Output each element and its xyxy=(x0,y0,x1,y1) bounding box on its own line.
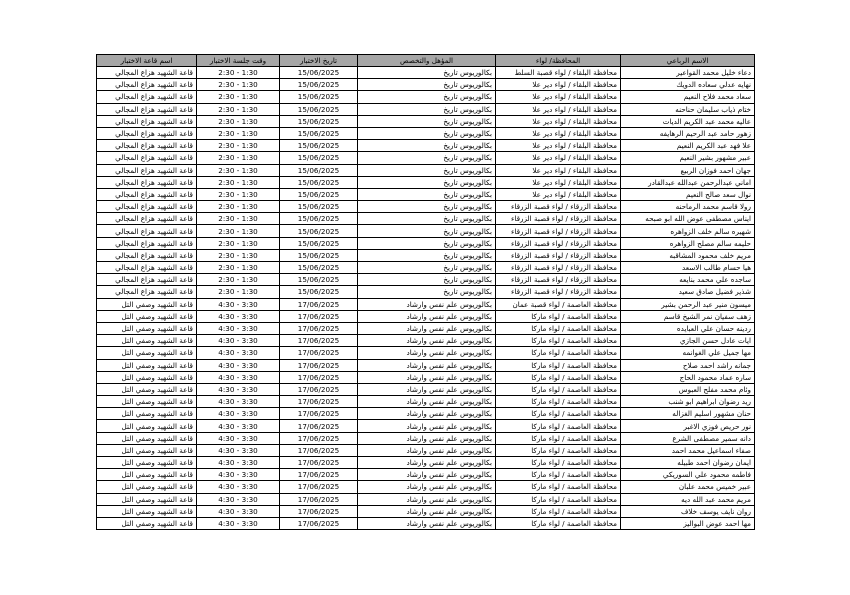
cell-hall: قاعة الشهيد وصفي التل xyxy=(97,383,197,395)
cell-session: 3:30 - 4:30 xyxy=(197,298,280,310)
cell-date: 15/06/2025 xyxy=(280,262,358,274)
cell-hall: قاعة الشهيد هزاع المجالي xyxy=(97,237,197,249)
cell-qualification: بكالوريوس علم نفس وارشاد xyxy=(358,371,496,383)
cell-qualification: بكالوريوس تاريخ xyxy=(358,91,496,103)
table-row xyxy=(97,140,755,152)
cell-governorate: محافظة العاصمة / لواء قصبة عمان xyxy=(496,298,621,310)
header-date: تاريخ الاختبار xyxy=(280,55,358,67)
cell-governorate: محافظة العاصمة / لواء ماركا xyxy=(496,444,621,456)
table-header-row xyxy=(97,55,755,67)
cell-governorate: محافظة البلقاء / لواء دير علا xyxy=(496,115,621,127)
cell-date: 17/06/2025 xyxy=(280,469,358,481)
table-row xyxy=(97,335,755,347)
cell-qualification: بكالوريوس علم نفس وارشاد xyxy=(358,420,496,432)
cell-qualification: بكالوريوس علم نفس وارشاد xyxy=(358,322,496,334)
cell-qualification: بكالوريوس علم نفس وارشاد xyxy=(358,505,496,517)
cell-date: 15/06/2025 xyxy=(280,115,358,127)
cell-date: 17/06/2025 xyxy=(280,481,358,493)
cell-date: 17/06/2025 xyxy=(280,517,358,529)
cell-name: وئام محمد مفلح العبوس xyxy=(621,383,755,395)
cell-hall: قاعة الشهيد هزاع المجالي xyxy=(97,103,197,115)
cell-governorate: محافظة البلقاء / لواء دير علا xyxy=(496,176,621,188)
cell-qualification: بكالوريوس علم نفس وارشاد xyxy=(358,298,496,310)
cell-qualification: بكالوريوس تاريخ xyxy=(358,152,496,164)
cell-hall: قاعة الشهيد وصفي التل xyxy=(97,457,197,469)
cell-hall: قاعة الشهيد هزاع المجالي xyxy=(97,115,197,127)
cell-session: 1:30 - 2:30 xyxy=(197,237,280,249)
cell-governorate: محافظة العاصمة / لواء ماركا xyxy=(496,457,621,469)
cell-hall: قاعة الشهيد وصفي التل xyxy=(97,371,197,383)
cell-date: 17/06/2025 xyxy=(280,322,358,334)
cell-hall: قاعة الشهيد وصفي التل xyxy=(97,359,197,371)
cell-name: نهايه عدلي سعاده الدويك xyxy=(621,79,755,91)
cell-governorate: محافظة العاصمة / لواء ماركا xyxy=(496,347,621,359)
cell-name: مها جميل علي الغوانمه xyxy=(621,347,755,359)
cell-name: شهيره سالم خلف الزواهره xyxy=(621,225,755,237)
cell-date: 15/06/2025 xyxy=(280,213,358,225)
cell-name: ردينه حسان علي العبايده xyxy=(621,322,755,334)
cell-date: 17/06/2025 xyxy=(280,505,358,517)
table-row xyxy=(97,188,755,200)
cell-date: 15/06/2025 xyxy=(280,201,358,213)
cell-name: فاطمه محمود علي السوريكي xyxy=(621,469,755,481)
cell-governorate: محافظة البلقاء / لواء دير علا xyxy=(496,127,621,139)
table-row xyxy=(97,237,755,249)
cell-date: 15/06/2025 xyxy=(280,79,358,91)
exam-schedule-table xyxy=(96,54,755,530)
cell-name: عبير خميس محمد علبان xyxy=(621,481,755,493)
cell-governorate: محافظة الزرقاء / لواء قصبة الزرقاء xyxy=(496,249,621,261)
cell-hall: قاعة الشهيد هزاع المجالي xyxy=(97,176,197,188)
cell-session: 3:30 - 4:30 xyxy=(197,444,280,456)
table-row xyxy=(97,347,755,359)
cell-session: 1:30 - 2:30 xyxy=(197,213,280,225)
cell-name: سعاد محمد فلاح النعيم xyxy=(621,91,755,103)
cell-session: 3:30 - 4:30 xyxy=(197,493,280,505)
cell-qualification: بكالوريوس علم نفس وارشاد xyxy=(358,335,496,347)
cell-date: 15/06/2025 xyxy=(280,164,358,176)
cell-qualification: بكالوريوس تاريخ xyxy=(358,164,496,176)
cell-hall: قاعة الشهيد وصفي التل xyxy=(97,505,197,517)
cell-date: 17/06/2025 xyxy=(280,457,358,469)
cell-date: 15/06/2025 xyxy=(280,188,358,200)
cell-governorate: محافظة الزرقاء / لواء قصبة الزرقاء xyxy=(496,201,621,213)
cell-qualification: بكالوريوس علم نفس وارشاد xyxy=(358,359,496,371)
cell-session: 1:30 - 2:30 xyxy=(197,225,280,237)
cell-date: 15/06/2025 xyxy=(280,127,358,139)
cell-governorate: محافظة البلقاء / لواء دير علا xyxy=(496,103,621,115)
cell-hall: قاعة الشهيد هزاع المجالي xyxy=(97,225,197,237)
cell-session: 1:30 - 2:30 xyxy=(197,262,280,274)
cell-qualification: بكالوريوس تاريخ xyxy=(358,103,496,115)
cell-hall: قاعة الشهيد هزاع المجالي xyxy=(97,164,197,176)
table-row xyxy=(97,481,755,493)
cell-qualification: بكالوريوس تاريخ xyxy=(358,237,496,249)
table-row xyxy=(97,213,755,225)
table-row xyxy=(97,127,755,139)
cell-governorate: محافظة العاصمة / لواء ماركا xyxy=(496,432,621,444)
cell-name: جمانه راشد احمد صلاح xyxy=(621,359,755,371)
cell-hall: قاعة الشهيد وصفي التل xyxy=(97,322,197,334)
cell-date: 15/06/2025 xyxy=(280,91,358,103)
cell-name: روان نايف يوسف خلاف xyxy=(621,505,755,517)
cell-name: زهف سفيان نمر الشيخ قاسم xyxy=(621,310,755,322)
cell-name: اماني عبدالرحمن عبدالله عبدالقادر xyxy=(621,176,755,188)
cell-hall: قاعة الشهيد هزاع المجالي xyxy=(97,249,197,261)
table-row xyxy=(97,359,755,371)
cell-hall: قاعة الشهيد وصفي التل xyxy=(97,493,197,505)
table-row xyxy=(97,432,755,444)
cell-session: 3:30 - 4:30 xyxy=(197,335,280,347)
cell-hall: قاعة الشهيد هزاع المجالي xyxy=(97,67,197,79)
cell-hall: قاعة الشهيد هزاع المجالي xyxy=(97,201,197,213)
cell-date: 15/06/2025 xyxy=(280,103,358,115)
cell-date: 17/06/2025 xyxy=(280,310,358,322)
cell-name: زهور حامد عبد الرحيم الرهايفه xyxy=(621,127,755,139)
cell-governorate: محافظة البلقاء / لواء دير علا xyxy=(496,164,621,176)
cell-date: 17/06/2025 xyxy=(280,383,358,395)
cell-session: 1:30 - 2:30 xyxy=(197,274,280,286)
cell-hall: قاعة الشهيد وصفي التل xyxy=(97,347,197,359)
cell-name: نور حريص فوزي الاغبر xyxy=(621,420,755,432)
cell-hall: قاعة الشهيد وصفي التل xyxy=(97,444,197,456)
cell-session: 1:30 - 2:30 xyxy=(197,79,280,91)
cell-session: 1:30 - 2:30 xyxy=(197,286,280,298)
table-row xyxy=(97,91,755,103)
header-hall: اسم قاعة الاختبار xyxy=(97,55,197,67)
cell-governorate: محافظة العاصمة / لواء ماركا xyxy=(496,469,621,481)
cell-governorate: محافظة العاصمة / لواء ماركا xyxy=(496,359,621,371)
table-row xyxy=(97,286,755,298)
cell-hall: قاعة الشهيد وصفي التل xyxy=(97,408,197,420)
cell-hall: قاعة الشهيد وصفي التل xyxy=(97,310,197,322)
cell-name: حليمه سالم مصلح الزواهره xyxy=(621,237,755,249)
cell-hall: قاعة الشهيد هزاع المجالي xyxy=(97,262,197,274)
cell-hall: قاعة الشهيد هزاع المجالي xyxy=(97,140,197,152)
cell-name: مريم خلف محمود المشاقبه xyxy=(621,249,755,261)
cell-governorate: محافظة الزرقاء / لواء قصبة الزرقاء xyxy=(496,274,621,286)
table-row xyxy=(97,79,755,91)
cell-session: 3:30 - 4:30 xyxy=(197,517,280,529)
cell-governorate: محافظة العاصمة / لواء ماركا xyxy=(496,505,621,517)
table-row xyxy=(97,396,755,408)
cell-qualification: بكالوريوس علم نفس وارشاد xyxy=(358,310,496,322)
table-row xyxy=(97,505,755,517)
cell-name: ختام ذياب سليمان حناحنه xyxy=(621,103,755,115)
cell-session: 1:30 - 2:30 xyxy=(197,115,280,127)
table-row xyxy=(97,152,755,164)
cell-name: ساجده علي محمد بنايعه xyxy=(621,274,755,286)
cell-qualification: بكالوريوس علم نفس وارشاد xyxy=(358,481,496,493)
table-row xyxy=(97,469,755,481)
table-row xyxy=(97,408,755,420)
cell-name: دانه سمير مصطفى الشرع xyxy=(621,432,755,444)
cell-qualification: بكالوريوس علم نفس وارشاد xyxy=(358,432,496,444)
cell-governorate: محافظة العاصمة / لواء ماركا xyxy=(496,383,621,395)
cell-name: ايمان رضوان احمد طبيله xyxy=(621,457,755,469)
cell-session: 3:30 - 4:30 xyxy=(197,383,280,395)
cell-governorate: محافظة البلقاء / لواء دير علا xyxy=(496,188,621,200)
cell-session: 3:30 - 4:30 xyxy=(197,469,280,481)
header-qualification: المؤهل والتخصص xyxy=(358,55,496,67)
cell-date: 15/06/2025 xyxy=(280,67,358,79)
cell-hall: قاعة الشهيد وصفي التل xyxy=(97,517,197,529)
cell-session: 3:30 - 4:30 xyxy=(197,481,280,493)
cell-date: 17/06/2025 xyxy=(280,420,358,432)
cell-hall: قاعة الشهيد وصفي التل xyxy=(97,420,197,432)
header-name: الاسم الرباعي xyxy=(621,55,755,67)
cell-governorate: محافظة العاصمة / لواء ماركا xyxy=(496,408,621,420)
cell-session: 3:30 - 4:30 xyxy=(197,408,280,420)
cell-date: 17/06/2025 xyxy=(280,432,358,444)
cell-qualification: بكالوريوس تاريخ xyxy=(358,286,496,298)
cell-governorate: محافظة الزرقاء / لواء قصبة الزرقاء xyxy=(496,262,621,274)
cell-qualification: بكالوريوس تاريخ xyxy=(358,79,496,91)
cell-date: 15/06/2025 xyxy=(280,274,358,286)
cell-qualification: بكالوريوس تاريخ xyxy=(358,188,496,200)
cell-qualification: بكالوريوس تاريخ xyxy=(358,115,496,127)
cell-session: 1:30 - 2:30 xyxy=(197,188,280,200)
cell-governorate: محافظة العاصمة / لواء ماركا xyxy=(496,420,621,432)
cell-qualification: بكالوريوس علم نفس وارشاد xyxy=(358,493,496,505)
cell-name: جهان احمد فوزان الربيع xyxy=(621,164,755,176)
cell-date: 17/06/2025 xyxy=(280,359,358,371)
cell-name: مريم محمد عبد الله ديه xyxy=(621,493,755,505)
table-row xyxy=(97,201,755,213)
cell-date: 15/06/2025 xyxy=(280,286,358,298)
cell-name: حنان مشهور اسليم الغزاله xyxy=(621,408,755,420)
cell-qualification: بكالوريوس علم نفس وارشاد xyxy=(358,383,496,395)
cell-session: 1:30 - 2:30 xyxy=(197,140,280,152)
cell-governorate: محافظة الزرقاء / لواء قصبة الزرقاء xyxy=(496,225,621,237)
cell-name: ساره عماد محمود الحاج xyxy=(621,371,755,383)
cell-governorate: محافظة البلقاء / لواء قصبة السلط xyxy=(496,67,621,79)
cell-date: 15/06/2025 xyxy=(280,152,358,164)
cell-governorate: محافظة البلقاء / لواء دير علا xyxy=(496,140,621,152)
header-session: وقت جلسة الاختبار xyxy=(197,55,280,67)
cell-qualification: بكالوريوس تاريخ xyxy=(358,225,496,237)
cell-date: 15/06/2025 xyxy=(280,140,358,152)
cell-governorate: محافظة البلقاء / لواء دير علا xyxy=(496,79,621,91)
cell-session: 1:30 - 2:30 xyxy=(197,201,280,213)
cell-qualification: بكالوريوس علم نفس وارشاد xyxy=(358,469,496,481)
cell-qualification: بكالوريوس علم نفس وارشاد xyxy=(358,457,496,469)
cell-name: ميسون منير عبد الرحمن بشير xyxy=(621,298,755,310)
cell-session: 1:30 - 2:30 xyxy=(197,127,280,139)
cell-session: 3:30 - 4:30 xyxy=(197,457,280,469)
table-row xyxy=(97,493,755,505)
table-row xyxy=(97,517,755,529)
cell-date: 15/06/2025 xyxy=(280,176,358,188)
cell-name: هيا حسام طالب الاسعد xyxy=(621,262,755,274)
table-row xyxy=(97,420,755,432)
cell-session: 1:30 - 2:30 xyxy=(197,103,280,115)
cell-hall: قاعة الشهيد هزاع المجالي xyxy=(97,152,197,164)
cell-hall: قاعة الشهيد وصفي التل xyxy=(97,432,197,444)
cell-session: 3:30 - 4:30 xyxy=(197,322,280,334)
cell-session: 1:30 - 2:30 xyxy=(197,67,280,79)
cell-session: 3:30 - 4:30 xyxy=(197,359,280,371)
cell-name: شذير فضيل صادق سعيد xyxy=(621,286,755,298)
cell-qualification: بكالوريوس تاريخ xyxy=(358,67,496,79)
cell-name: ايناس مصطفى عوض الله ابو صبحه xyxy=(621,213,755,225)
cell-date: 17/06/2025 xyxy=(280,396,358,408)
cell-hall: قاعة الشهيد هزاع المجالي xyxy=(97,79,197,91)
cell-governorate: محافظة العاصمة / لواء ماركا xyxy=(496,322,621,334)
cell-date: 15/06/2025 xyxy=(280,249,358,261)
cell-governorate: محافظة البلقاء / لواء دير علا xyxy=(496,91,621,103)
cell-qualification: بكالوريوس تاريخ xyxy=(358,249,496,261)
cell-date: 15/06/2025 xyxy=(280,237,358,249)
cell-hall: قاعة الشهيد هزاع المجالي xyxy=(97,127,197,139)
cell-name: ريد رضوان ابراهيم ابو شنب xyxy=(621,396,755,408)
cell-name: صفاء اسماعيل محمد احمد xyxy=(621,444,755,456)
cell-session: 3:30 - 4:30 xyxy=(197,432,280,444)
cell-governorate: محافظة العاصمة / لواء ماركا xyxy=(496,396,621,408)
cell-name: دعاء خليل محمد القواعير xyxy=(621,67,755,79)
cell-name: علا فهد عبد الكريم النعيم xyxy=(621,140,755,152)
table-row xyxy=(97,322,755,334)
cell-session: 1:30 - 2:30 xyxy=(197,91,280,103)
cell-name: رولا قاسم محمد الرماحنه xyxy=(621,201,755,213)
cell-date: 17/06/2025 xyxy=(280,371,358,383)
cell-qualification: بكالوريوس علم نفس وارشاد xyxy=(358,408,496,420)
cell-governorate: محافظة العاصمة / لواء ماركا xyxy=(496,481,621,493)
cell-name: ايات عادل حسن الجازي xyxy=(621,335,755,347)
cell-session: 3:30 - 4:30 xyxy=(197,371,280,383)
cell-governorate: محافظة العاصمة / لواء ماركا xyxy=(496,310,621,322)
table-row xyxy=(97,444,755,456)
cell-governorate: محافظة الزرقاء / لواء قصبة الزرقاء xyxy=(496,213,621,225)
cell-qualification: بكالوريوس تاريخ xyxy=(358,201,496,213)
cell-date: 15/06/2025 xyxy=(280,225,358,237)
table-row xyxy=(97,457,755,469)
cell-date: 17/06/2025 xyxy=(280,493,358,505)
cell-governorate: محافظة العاصمة / لواء ماركا xyxy=(496,493,621,505)
cell-date: 17/06/2025 xyxy=(280,335,358,347)
cell-date: 17/06/2025 xyxy=(280,298,358,310)
cell-qualification: بكالوريوس تاريخ xyxy=(358,274,496,286)
table-row xyxy=(97,67,755,79)
cell-governorate: محافظة البلقاء / لواء دير علا xyxy=(496,152,621,164)
cell-session: 3:30 - 4:30 xyxy=(197,420,280,432)
cell-session: 3:30 - 4:30 xyxy=(197,396,280,408)
cell-qualification: بكالوريوس علم نفس وارشاد xyxy=(358,347,496,359)
cell-session: 3:30 - 4:30 xyxy=(197,310,280,322)
exam-schedule-sheet xyxy=(96,54,754,530)
table-body xyxy=(97,67,755,530)
cell-governorate: محافظة العاصمة / لواء ماركا xyxy=(496,517,621,529)
cell-governorate: محافظة الزرقاء / لواء قصبة الزرقاء xyxy=(496,286,621,298)
table-row xyxy=(97,225,755,237)
cell-hall: قاعة الشهيد وصفي التل xyxy=(97,335,197,347)
cell-qualification: بكالوريوس تاريخ xyxy=(358,213,496,225)
cell-qualification: بكالوريوس تاريخ xyxy=(358,176,496,188)
cell-session: 3:30 - 4:30 xyxy=(197,505,280,517)
cell-session: 1:30 - 2:30 xyxy=(197,176,280,188)
table-row xyxy=(97,371,755,383)
cell-hall: قاعة الشهيد هزاع المجالي xyxy=(97,213,197,225)
cell-qualification: بكالوريوس علم نفس وارشاد xyxy=(358,444,496,456)
table-row xyxy=(97,103,755,115)
cell-governorate: محافظة العاصمة / لواء ماركا xyxy=(496,371,621,383)
cell-hall: قاعة الشهيد هزاع المجالي xyxy=(97,188,197,200)
cell-qualification: بكالوريوس علم نفس وارشاد xyxy=(358,517,496,529)
cell-qualification: بكالوريوس تاريخ xyxy=(358,140,496,152)
table-row xyxy=(97,262,755,274)
cell-governorate: محافظة العاصمة / لواء ماركا xyxy=(496,335,621,347)
table-row xyxy=(97,310,755,322)
cell-session: 1:30 - 2:30 xyxy=(197,164,280,176)
cell-hall: قاعة الشهيد وصفي التل xyxy=(97,481,197,493)
cell-hall: قاعة الشهيد هزاع المجالي xyxy=(97,274,197,286)
cell-name: عاليه محمد عبد الكريم الديات xyxy=(621,115,755,127)
cell-session: 3:30 - 4:30 xyxy=(197,347,280,359)
table-row xyxy=(97,383,755,395)
table-row xyxy=(97,115,755,127)
cell-name: نوال سعد صالح النعيم xyxy=(621,188,755,200)
cell-name: عبير مشهور بشير النعيم xyxy=(621,152,755,164)
table-row xyxy=(97,274,755,286)
header-governorate: المحافظة/ لواء xyxy=(496,55,621,67)
cell-date: 17/06/2025 xyxy=(280,444,358,456)
cell-hall: قاعة الشهيد وصفي التل xyxy=(97,396,197,408)
cell-date: 17/06/2025 xyxy=(280,408,358,420)
cell-qualification: بكالوريوس تاريخ xyxy=(358,127,496,139)
table-row xyxy=(97,298,755,310)
cell-hall: قاعة الشهيد هزاع المجالي xyxy=(97,91,197,103)
cell-qualification: بكالوريوس علم نفس وارشاد xyxy=(358,396,496,408)
cell-date: 17/06/2025 xyxy=(280,347,358,359)
cell-hall: قاعة الشهيد وصفي التل xyxy=(97,469,197,481)
cell-governorate: محافظة الزرقاء / لواء قصبة الزرقاء xyxy=(496,237,621,249)
table-row xyxy=(97,176,755,188)
table-row xyxy=(97,164,755,176)
cell-qualification: بكالوريوس تاريخ xyxy=(358,262,496,274)
cell-hall: قاعة الشهيد وصفي التل xyxy=(97,298,197,310)
table-row xyxy=(97,249,755,261)
cell-session: 1:30 - 2:30 xyxy=(197,249,280,261)
cell-hall: قاعة الشهيد هزاع المجالي xyxy=(97,286,197,298)
cell-session: 1:30 - 2:30 xyxy=(197,152,280,164)
cell-name: مها احمد عوض البواليز xyxy=(621,517,755,529)
